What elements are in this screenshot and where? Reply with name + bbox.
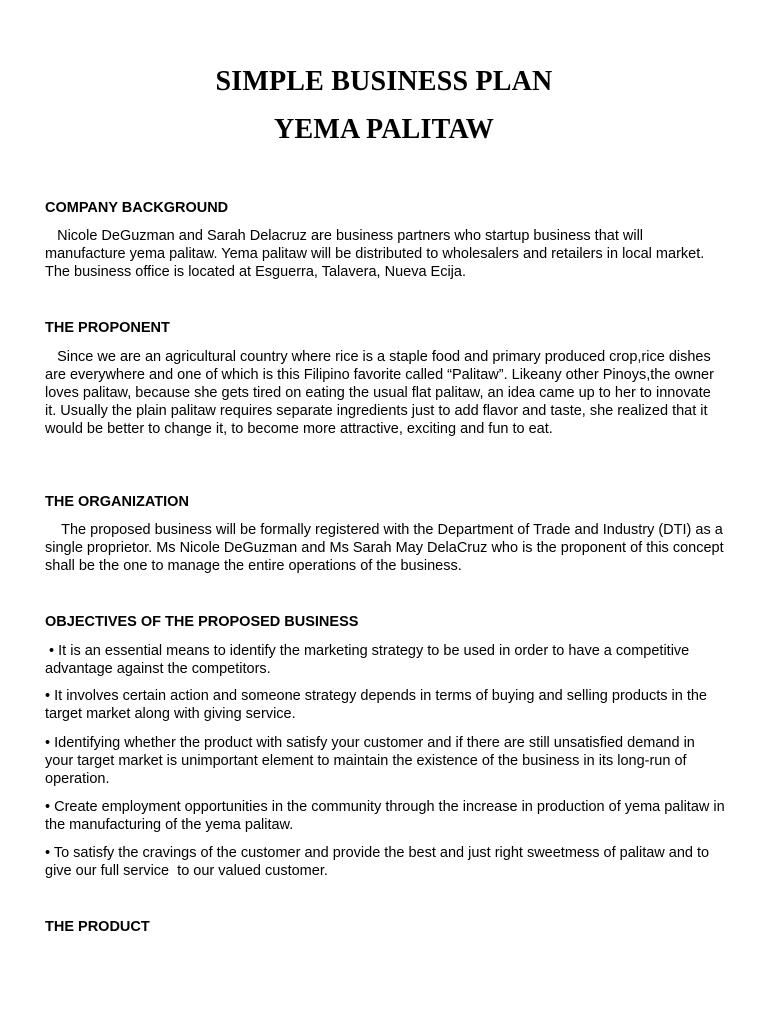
section-heading-objectives: OBJECTIVES OF THE PROPOSED BUSINESS [45, 614, 359, 630]
section-heading-proponent: THE PROPONENT [45, 320, 170, 336]
document-title: SIMPLE BUSINESS PLAN [215, 66, 553, 97]
organization-text: The proposed business will be formally registered with the Department of Trade and Industry (DTI) as a single proprietor. Ms Nicole DeGuzman and Ms Sarah May DelaCruz who is the proponent of this concept shall be the one to manage the entire operations of the business. [45, 522, 728, 574]
proponent-text: Since we are an agricultural country where rice is a staple food and primary produced crop,rice dishes are everywhere and one of which is this Filipino favorite called “Palitaw”. Likeany other Pinoys,the owner loves palitaw, because she gets tired on eating the usual flat palitaw, an idea came up to her to innovate it. Usually the plain palitaw requires separate ingredients just to add flavor and taste, she realized that it would be better to change it, to become more attractive, exciting and fun to eat. [45, 349, 718, 437]
objective-bullet: • Create employment opportunities in the community through the increase in production of yema palitaw in the manufacturing of the yema palitaw. [45, 799, 729, 833]
section-heading-product: THE PRODUCT [45, 919, 150, 935]
objective-bullet: • It is an essential means to identify the marketing strategy to be used in order to have a competitive advantage against the competitors. [45, 643, 694, 677]
objective-bullet: • It involves certain action and someone strategy depends in terms of buying and selling products in the target market along with giving service. [45, 688, 712, 722]
objective-bullet: • To satisfy the cravings of the customer and provide the best and just right sweetmess of palitaw and to give our full service to our valued customer. [45, 845, 714, 879]
company-background-text: Nicole DeGuzman and Sarah Delacruz are business partners who startup business that will manufacture yema palitaw. Yema palitaw will be distributed to wholesalers and retailers in local market. The business office is located at Esguerra, Talavera, Nueva Ecija. [45, 228, 709, 280]
section-heading-organization: THE ORGANIZATION [45, 494, 189, 510]
objective-bullet: • Identifying whether the product with satisfy your customer and if there are still unsatisfied demand in your target market is unimportant element to maintain the existence of the business in its long-run of operation. [45, 735, 699, 787]
section-heading-company-background: COMPANY BACKGROUND [45, 200, 229, 216]
document-subtitle: YEMA PALITAW [274, 114, 494, 145]
